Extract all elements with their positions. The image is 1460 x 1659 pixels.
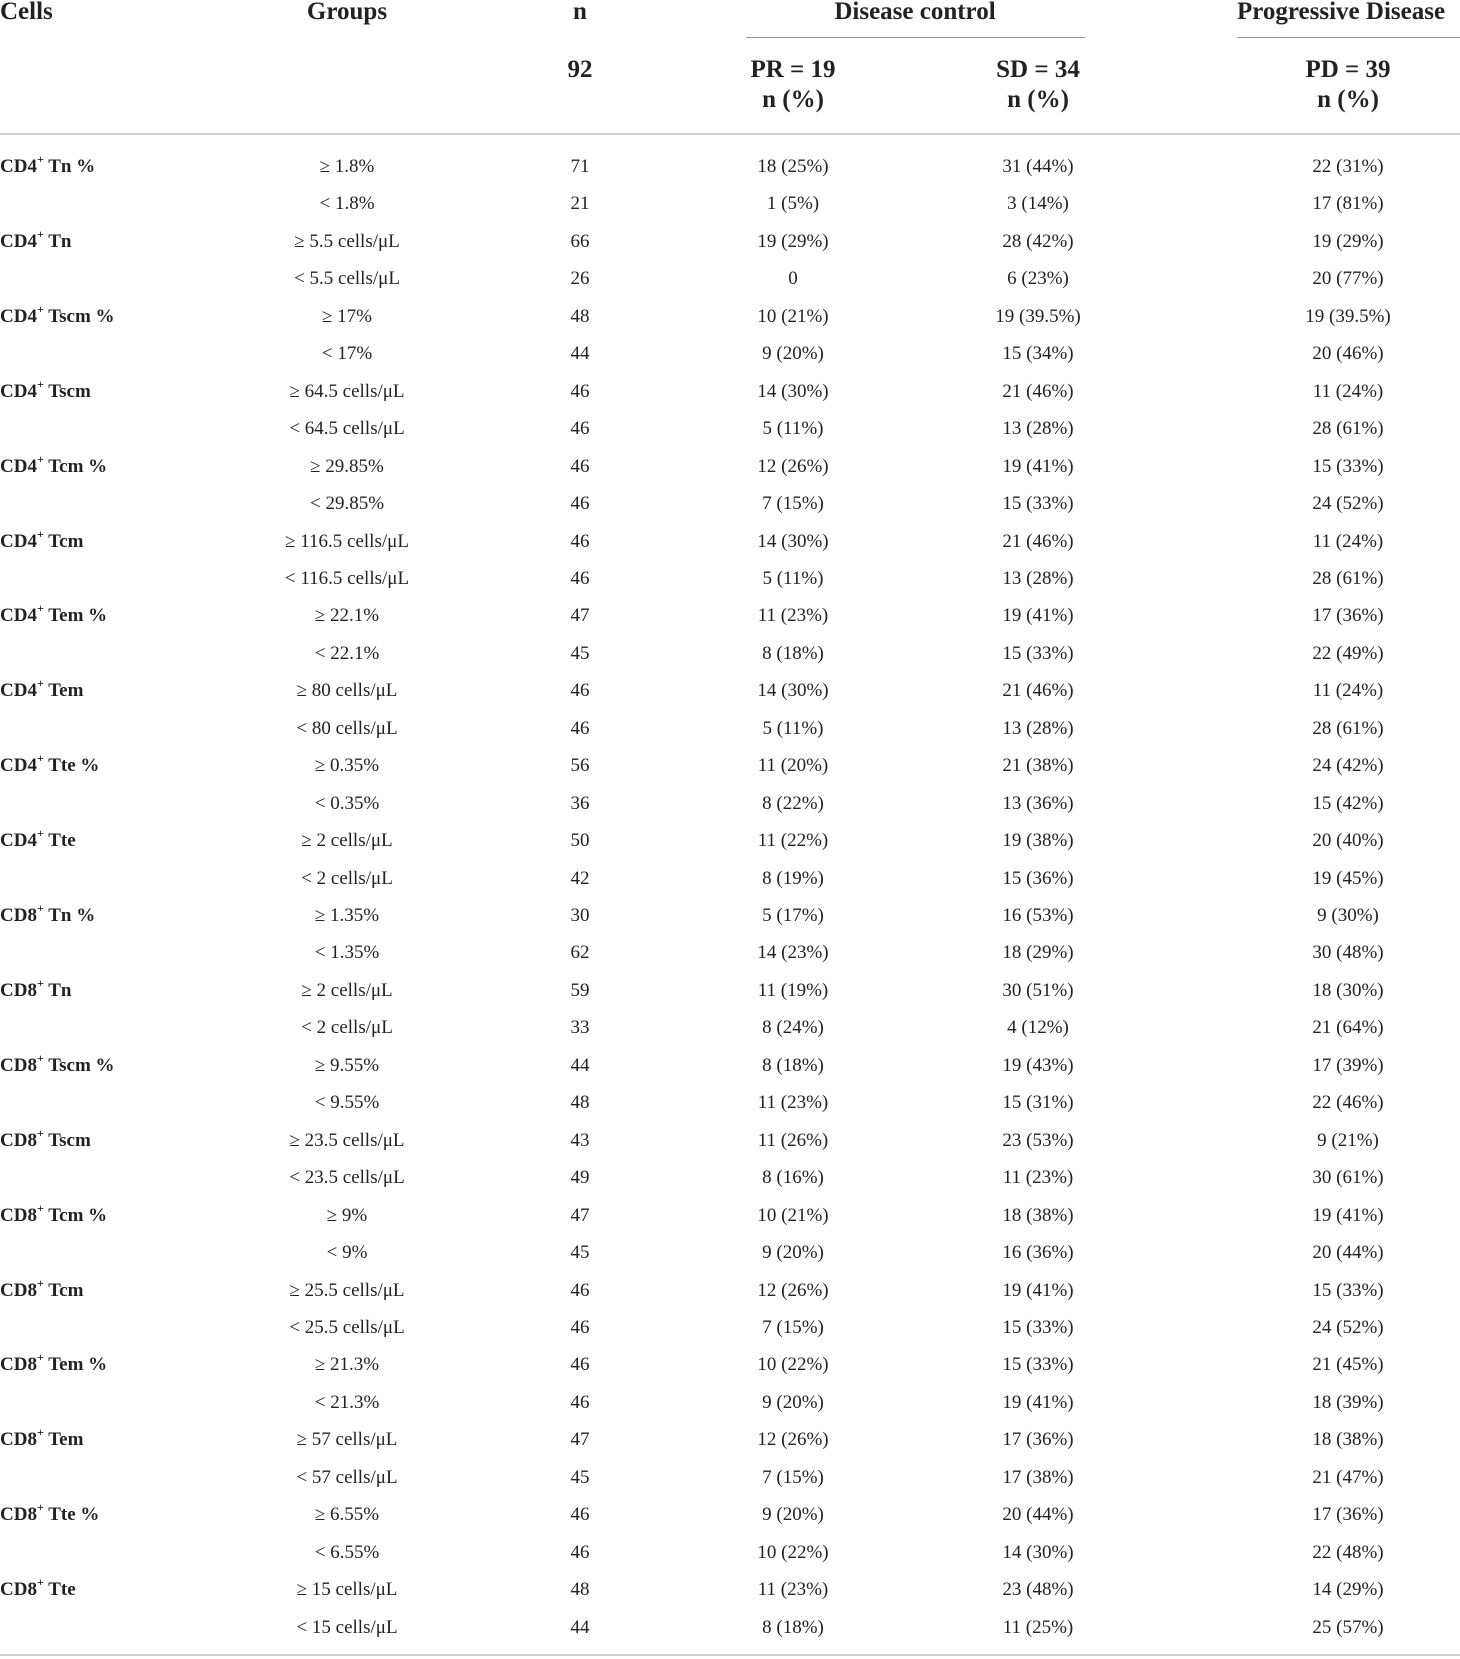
pd-value: 17 (39%) bbox=[1312, 1054, 1384, 1076]
n-count: 45 bbox=[570, 1466, 590, 1488]
pd-value: 18 (39%) bbox=[1312, 1391, 1384, 1413]
group-threshold: < 21.3% bbox=[314, 1391, 380, 1413]
pr-value: 11 (23%) bbox=[757, 1092, 829, 1114]
pd-value: 14 (29%) bbox=[1312, 1579, 1384, 1601]
disease-control-underline bbox=[746, 37, 1085, 38]
group-threshold: ≥ 80 cells/μL bbox=[296, 680, 398, 702]
n-count: 46 bbox=[570, 1354, 590, 1376]
table-row bbox=[0, 1122, 1460, 1159]
pd-value: 15 (33%) bbox=[1312, 1279, 1384, 1301]
group-threshold: ≥ 9% bbox=[326, 1204, 368, 1226]
pd-value: 19 (29%) bbox=[1312, 230, 1384, 252]
sd-value: 21 (46%) bbox=[1002, 530, 1074, 552]
group-threshold: ≥ 0.35% bbox=[314, 755, 380, 777]
cell-type-label: CD4+ Tte % bbox=[0, 751, 100, 777]
header-pr-unit: n (%) bbox=[762, 86, 824, 113]
table-row bbox=[0, 485, 1460, 522]
group-threshold: ≥ 2 cells/μL bbox=[301, 830, 393, 852]
n-count: 30 bbox=[570, 905, 590, 926]
table-row bbox=[0, 672, 1460, 709]
table-bottom-rule bbox=[0, 1654, 1460, 1656]
pd-value: 20 (77%) bbox=[1312, 268, 1384, 290]
pr-value: 11 (19%) bbox=[757, 979, 829, 1001]
n-count: 50 bbox=[570, 830, 590, 852]
n-count: 36 bbox=[570, 792, 590, 814]
pd-value: 24 (52%) bbox=[1312, 1316, 1384, 1338]
pr-value: 14 (23%) bbox=[757, 942, 829, 964]
sd-value: 19 (38%) bbox=[1002, 830, 1074, 852]
pr-value: 14 (30%) bbox=[757, 680, 829, 702]
pd-value: 28 (61%) bbox=[1312, 418, 1384, 440]
pr-value: 14 (30%) bbox=[757, 530, 829, 552]
sd-value: 20 (44%) bbox=[1002, 1504, 1074, 1526]
group-threshold: < 22.1% bbox=[314, 642, 380, 664]
table-row bbox=[0, 710, 1460, 747]
cell-type-label: CD4+ Tn bbox=[0, 226, 72, 252]
pr-value: 12 (26%) bbox=[757, 455, 829, 477]
n-count: 46 bbox=[570, 1391, 590, 1413]
n-count: 46 bbox=[570, 680, 590, 702]
cell-type-label: CD8+ Tte bbox=[0, 1575, 76, 1601]
sd-value: 15 (34%) bbox=[1002, 343, 1074, 365]
pr-value: 11 (23%) bbox=[757, 1579, 829, 1601]
table-row bbox=[0, 1084, 1460, 1121]
table-row bbox=[0, 747, 1460, 784]
table-row bbox=[0, 1571, 1460, 1608]
sd-value: 17 (36%) bbox=[1002, 1429, 1074, 1451]
sd-value: 21 (46%) bbox=[1002, 680, 1074, 702]
n-count: 26 bbox=[570, 268, 590, 290]
group-threshold: < 80 cells/μL bbox=[296, 717, 398, 739]
n-count: 44 bbox=[570, 1054, 590, 1076]
pr-value: 7 (15%) bbox=[762, 493, 824, 515]
pr-value: 8 (19%) bbox=[762, 867, 824, 889]
group-threshold: ≥ 1.8% bbox=[319, 156, 375, 177]
sd-value: 21 (46%) bbox=[1002, 380, 1074, 402]
sd-value: 19 (43%) bbox=[1002, 1054, 1074, 1076]
table-row bbox=[0, 298, 1460, 335]
sd-value: 19 (41%) bbox=[1002, 1279, 1074, 1301]
n-count: 47 bbox=[570, 605, 590, 627]
pr-value: 9 (20%) bbox=[762, 1242, 824, 1264]
sd-value: 14 (30%) bbox=[1002, 1541, 1074, 1563]
n-count: 71 bbox=[570, 156, 590, 177]
pr-value: 10 (22%) bbox=[757, 1354, 829, 1376]
pd-value: 18 (38%) bbox=[1312, 1429, 1384, 1451]
pr-value: 8 (24%) bbox=[762, 1017, 824, 1039]
sd-value: 13 (28%) bbox=[1002, 717, 1074, 739]
group-threshold: < 0.35% bbox=[314, 792, 380, 814]
table-row bbox=[0, 448, 1460, 485]
header-cells: Cells bbox=[0, 0, 53, 25]
pr-value: 11 (26%) bbox=[757, 1129, 829, 1151]
cell-type-label: CD8+ Tte % bbox=[0, 1500, 100, 1526]
pd-value: 22 (46%) bbox=[1312, 1092, 1384, 1114]
group-threshold: < 23.5 cells/μL bbox=[289, 1167, 405, 1189]
table-row bbox=[0, 1047, 1460, 1084]
pd-value: 21 (45%) bbox=[1312, 1354, 1384, 1376]
table-row bbox=[0, 410, 1460, 447]
table-row bbox=[0, 1459, 1460, 1496]
sd-value: 18 (38%) bbox=[1002, 1204, 1074, 1226]
sd-value: 15 (33%) bbox=[1002, 642, 1074, 664]
sd-value: 3 (14%) bbox=[1007, 193, 1069, 215]
cell-type-label: CD8+ Tem bbox=[0, 1425, 84, 1451]
group-threshold: ≥ 25.5 cells/μL bbox=[289, 1279, 405, 1301]
pr-value: 11 (22%) bbox=[757, 830, 829, 852]
pr-value: 5 (17%) bbox=[762, 905, 824, 926]
sd-value: 11 (25%) bbox=[1002, 1616, 1074, 1638]
pr-value: 12 (26%) bbox=[757, 1429, 829, 1451]
cell-type-label: CD4+ Tn % bbox=[0, 152, 96, 177]
n-count: 56 bbox=[570, 755, 590, 777]
group-threshold: ≥ 5.5 cells/μL bbox=[294, 230, 400, 252]
pd-value: 15 (33%) bbox=[1312, 455, 1384, 477]
header-sd: SD = 34 bbox=[996, 56, 1080, 83]
group-threshold: < 5.5 cells/μL bbox=[294, 268, 400, 290]
n-count: 46 bbox=[570, 455, 590, 477]
pd-value: 24 (42%) bbox=[1312, 755, 1384, 777]
pd-value: 30 (48%) bbox=[1312, 942, 1384, 964]
cell-type-label: CD8+ Tn % bbox=[0, 901, 96, 926]
n-count: 46 bbox=[570, 1541, 590, 1563]
sd-value: 16 (36%) bbox=[1002, 1242, 1074, 1264]
group-threshold: ≥ 23.5 cells/μL bbox=[289, 1129, 405, 1151]
table-row bbox=[0, 822, 1460, 859]
pr-value: 8 (22%) bbox=[762, 792, 824, 814]
table-row bbox=[0, 1496, 1460, 1533]
table-row bbox=[0, 523, 1460, 560]
header-n: n bbox=[573, 0, 587, 25]
table-row bbox=[0, 260, 1460, 297]
cell-type-label: CD4+ Tcm bbox=[0, 526, 84, 552]
n-count: 46 bbox=[570, 1279, 590, 1301]
group-threshold: < 9.55% bbox=[314, 1092, 380, 1114]
n-count: 48 bbox=[570, 305, 590, 327]
pd-value: 20 (46%) bbox=[1312, 343, 1384, 365]
table-row bbox=[0, 597, 1460, 634]
n-count: 46 bbox=[570, 1316, 590, 1338]
header-pr: PR = 19 bbox=[750, 56, 836, 83]
sd-value: 17 (38%) bbox=[1002, 1466, 1074, 1488]
pd-value: 22 (48%) bbox=[1312, 1541, 1384, 1563]
pd-value: 17 (36%) bbox=[1312, 1504, 1384, 1526]
cell-type-label: CD8+ Tscm % bbox=[0, 1050, 115, 1076]
table-row bbox=[0, 1009, 1460, 1046]
table-row bbox=[0, 934, 1460, 971]
sd-value: 13 (28%) bbox=[1002, 418, 1074, 440]
pd-value: 20 (44%) bbox=[1312, 1242, 1384, 1264]
pr-value: 11 (20%) bbox=[757, 755, 829, 777]
header-groups: Groups bbox=[306, 0, 388, 25]
group-threshold: ≥ 116.5 cells/μL bbox=[285, 530, 409, 552]
sd-value: 19 (41%) bbox=[1002, 605, 1074, 627]
group-threshold: < 9% bbox=[326, 1242, 368, 1264]
table-row bbox=[0, 1159, 1460, 1196]
pr-value: 1 (5%) bbox=[766, 193, 820, 215]
n-count: 45 bbox=[570, 642, 590, 664]
n-count: 47 bbox=[570, 1429, 590, 1451]
sd-value: 13 (28%) bbox=[1002, 567, 1074, 589]
group-threshold: ≥ 29.85% bbox=[310, 455, 384, 477]
group-threshold: < 17% bbox=[321, 343, 373, 365]
sd-value: 23 (53%) bbox=[1002, 1129, 1074, 1151]
pr-value: 8 (16%) bbox=[762, 1167, 824, 1189]
n-count: 66 bbox=[570, 230, 590, 252]
group-threshold: < 15 cells/μL bbox=[296, 1616, 398, 1638]
table-row bbox=[0, 1197, 1460, 1234]
n-count: 45 bbox=[570, 1242, 590, 1264]
table-row bbox=[0, 1272, 1460, 1309]
header-n-total: 92 bbox=[567, 56, 593, 83]
pr-value: 5 (11%) bbox=[762, 717, 824, 739]
pr-value: 5 (11%) bbox=[762, 567, 824, 589]
table-row bbox=[0, 1421, 1460, 1458]
pd-value: 19 (41%) bbox=[1312, 1204, 1384, 1226]
sd-value: 11 (23%) bbox=[1002, 1167, 1074, 1189]
table-row bbox=[0, 785, 1460, 822]
table-row bbox=[0, 1534, 1460, 1571]
pr-value: 9 (20%) bbox=[762, 343, 824, 365]
pd-value: 28 (61%) bbox=[1312, 567, 1384, 589]
n-count: 46 bbox=[570, 567, 590, 589]
n-count: 62 bbox=[570, 942, 590, 964]
group-threshold: < 1.35% bbox=[314, 942, 380, 964]
pd-value: 15 (42%) bbox=[1312, 792, 1384, 814]
n-count: 44 bbox=[570, 1616, 590, 1638]
sd-value: 15 (33%) bbox=[1002, 493, 1074, 515]
pd-value: 30 (61%) bbox=[1312, 1167, 1384, 1189]
pd-value: 17 (36%) bbox=[1312, 605, 1384, 627]
table-row bbox=[0, 560, 1460, 597]
table-row bbox=[0, 148, 1460, 185]
pd-value: 22 (49%) bbox=[1312, 642, 1384, 664]
pd-value: 21 (64%) bbox=[1312, 1017, 1384, 1039]
table-row bbox=[0, 1346, 1460, 1383]
sd-value: 28 (42%) bbox=[1002, 230, 1074, 252]
n-count: 48 bbox=[570, 1579, 590, 1601]
n-count: 46 bbox=[570, 717, 590, 739]
n-count: 59 bbox=[570, 979, 590, 1001]
sd-value: 16 (53%) bbox=[1002, 905, 1074, 926]
pr-value: 8 (18%) bbox=[762, 642, 824, 664]
group-threshold: < 2 cells/μL bbox=[301, 867, 393, 889]
pd-value: 28 (61%) bbox=[1312, 717, 1384, 739]
pr-value: 11 (23%) bbox=[757, 605, 829, 627]
n-count: 46 bbox=[570, 530, 590, 552]
cell-type-label: CD8+ Tcm % bbox=[0, 1200, 108, 1226]
n-count: 46 bbox=[570, 1504, 590, 1526]
group-threshold: < 29.85% bbox=[309, 493, 385, 515]
table-row bbox=[0, 635, 1460, 672]
progressive-disease-underline bbox=[1237, 37, 1460, 38]
table-row bbox=[0, 1384, 1460, 1421]
pd-value: 21 (47%) bbox=[1312, 1466, 1384, 1488]
pd-value: 17 (81%) bbox=[1312, 193, 1384, 215]
pd-value: 25 (57%) bbox=[1312, 1616, 1384, 1638]
pr-value: 14 (30%) bbox=[757, 380, 829, 402]
sd-value: 21 (38%) bbox=[1002, 755, 1074, 777]
sd-value: 23 (48%) bbox=[1002, 1579, 1074, 1601]
sd-value: 15 (33%) bbox=[1002, 1354, 1074, 1376]
table-row bbox=[0, 972, 1460, 1009]
table-row bbox=[0, 860, 1460, 897]
n-count: 46 bbox=[570, 418, 590, 440]
pd-value: 18 (30%) bbox=[1312, 979, 1384, 1001]
group-threshold: ≥ 21.3% bbox=[314, 1354, 380, 1376]
pr-value: 8 (18%) bbox=[762, 1616, 824, 1638]
header-pd-unit: n (%) bbox=[1317, 86, 1379, 113]
table-row bbox=[0, 335, 1460, 372]
group-threshold: ≥ 9.55% bbox=[314, 1054, 380, 1076]
group-threshold: < 57 cells/μL bbox=[296, 1466, 398, 1488]
table-row bbox=[0, 185, 1460, 222]
pd-value: 20 (40%) bbox=[1312, 830, 1384, 852]
sd-value: 31 (44%) bbox=[1002, 156, 1074, 177]
header-pd: PD = 39 bbox=[1305, 56, 1391, 83]
group-threshold: ≥ 22.1% bbox=[314, 605, 380, 627]
table-row bbox=[0, 1309, 1460, 1346]
pd-value: 22 (31%) bbox=[1312, 156, 1384, 177]
table-row bbox=[0, 223, 1460, 260]
table-row bbox=[0, 373, 1460, 410]
n-count: 43 bbox=[570, 1129, 590, 1151]
pr-value: 8 (18%) bbox=[762, 1054, 824, 1076]
group-threshold: < 1.8% bbox=[319, 193, 375, 215]
pr-value: 0 bbox=[788, 268, 798, 290]
header-divider bbox=[0, 133, 1460, 135]
sd-value: 19 (41%) bbox=[1002, 1391, 1074, 1413]
group-threshold: ≥ 64.5 cells/μL bbox=[289, 380, 405, 402]
pr-value: 7 (15%) bbox=[762, 1316, 824, 1338]
pd-value: 9 (21%) bbox=[1317, 1129, 1379, 1151]
sd-value: 30 (51%) bbox=[1002, 979, 1074, 1001]
n-count: 42 bbox=[570, 867, 590, 889]
pr-value: 5 (11%) bbox=[762, 418, 824, 440]
pr-value: 18 (25%) bbox=[757, 156, 829, 177]
sd-value: 6 (23%) bbox=[1007, 268, 1069, 290]
pd-value: 19 (45%) bbox=[1312, 867, 1384, 889]
n-count: 48 bbox=[570, 1092, 590, 1114]
n-count: 44 bbox=[570, 343, 590, 365]
pr-value: 9 (20%) bbox=[762, 1391, 824, 1413]
cell-type-label: CD4+ Tte bbox=[0, 826, 76, 852]
group-threshold: < 116.5 cells/μL bbox=[284, 567, 410, 589]
sd-value: 15 (33%) bbox=[1002, 1316, 1074, 1338]
group-threshold: ≥ 15 cells/μL bbox=[296, 1579, 398, 1601]
cell-type-label: CD8+ Tn bbox=[0, 975, 72, 1001]
pr-value: 9 (20%) bbox=[762, 1504, 824, 1526]
pd-value: 11 (24%) bbox=[1312, 680, 1384, 702]
pd-value: 24 (52%) bbox=[1312, 493, 1384, 515]
sd-value: 4 (12%) bbox=[1007, 1017, 1069, 1039]
cell-type-label: CD4+ Tem % bbox=[0, 601, 108, 627]
sd-value: 13 (36%) bbox=[1002, 792, 1074, 814]
group-threshold: ≥ 1.35% bbox=[314, 905, 380, 926]
group-threshold: ≥ 2 cells/μL bbox=[301, 979, 393, 1001]
table-row bbox=[0, 897, 1460, 934]
sd-value: 18 (29%) bbox=[1002, 942, 1074, 964]
cell-type-label: CD8+ Tscm bbox=[0, 1125, 91, 1151]
cell-type-label: CD4+ Tcm % bbox=[0, 451, 108, 477]
n-count: 46 bbox=[570, 380, 590, 402]
n-count: 21 bbox=[570, 193, 590, 215]
header-progressive-disease: Progressive Disease bbox=[1237, 0, 1446, 25]
n-count: 49 bbox=[570, 1167, 590, 1189]
cell-type-label: CD8+ Tem % bbox=[0, 1350, 108, 1376]
pr-value: 12 (26%) bbox=[757, 1279, 829, 1301]
pr-value: 19 (29%) bbox=[757, 230, 829, 252]
cell-type-label: CD8+ Tcm bbox=[0, 1275, 84, 1301]
sd-value: 15 (36%) bbox=[1002, 867, 1074, 889]
header-sd-unit: n (%) bbox=[1007, 86, 1069, 113]
n-count: 33 bbox=[570, 1017, 590, 1039]
n-count: 47 bbox=[570, 1204, 590, 1226]
pd-value: 9 (30%) bbox=[1317, 905, 1379, 926]
pr-value: 10 (21%) bbox=[757, 1204, 829, 1226]
cell-type-label: CD4+ Tscm % bbox=[0, 301, 115, 327]
group-threshold: ≥ 6.55% bbox=[314, 1504, 380, 1526]
pr-value: 7 (15%) bbox=[762, 1466, 824, 1488]
pd-value: 11 (24%) bbox=[1312, 380, 1384, 402]
pr-value: 10 (22%) bbox=[757, 1541, 829, 1563]
group-threshold: < 2 cells/μL bbox=[301, 1017, 393, 1039]
group-threshold: ≥ 57 cells/μL bbox=[296, 1429, 398, 1451]
n-count: 46 bbox=[570, 493, 590, 515]
sd-value: 15 (31%) bbox=[1002, 1092, 1074, 1114]
group-threshold: < 64.5 cells/μL bbox=[289, 418, 405, 440]
group-threshold: ≥ 17% bbox=[321, 305, 373, 327]
sd-value: 19 (39.5%) bbox=[995, 305, 1081, 327]
group-threshold: < 25.5 cells/μL bbox=[289, 1316, 405, 1338]
cell-type-label: CD4+ Tscm bbox=[0, 376, 91, 402]
cell-type-label: CD4+ Tem bbox=[0, 676, 84, 702]
group-threshold: < 6.55% bbox=[314, 1541, 380, 1563]
sd-value: 19 (41%) bbox=[1002, 455, 1074, 477]
table-row bbox=[0, 1234, 1460, 1271]
pd-value: 11 (24%) bbox=[1312, 530, 1384, 552]
pr-value: 10 (21%) bbox=[757, 305, 829, 327]
header-disease-control: Disease control bbox=[834, 0, 996, 25]
table-row bbox=[0, 1609, 1460, 1646]
pd-value: 19 (39.5%) bbox=[1305, 305, 1391, 327]
